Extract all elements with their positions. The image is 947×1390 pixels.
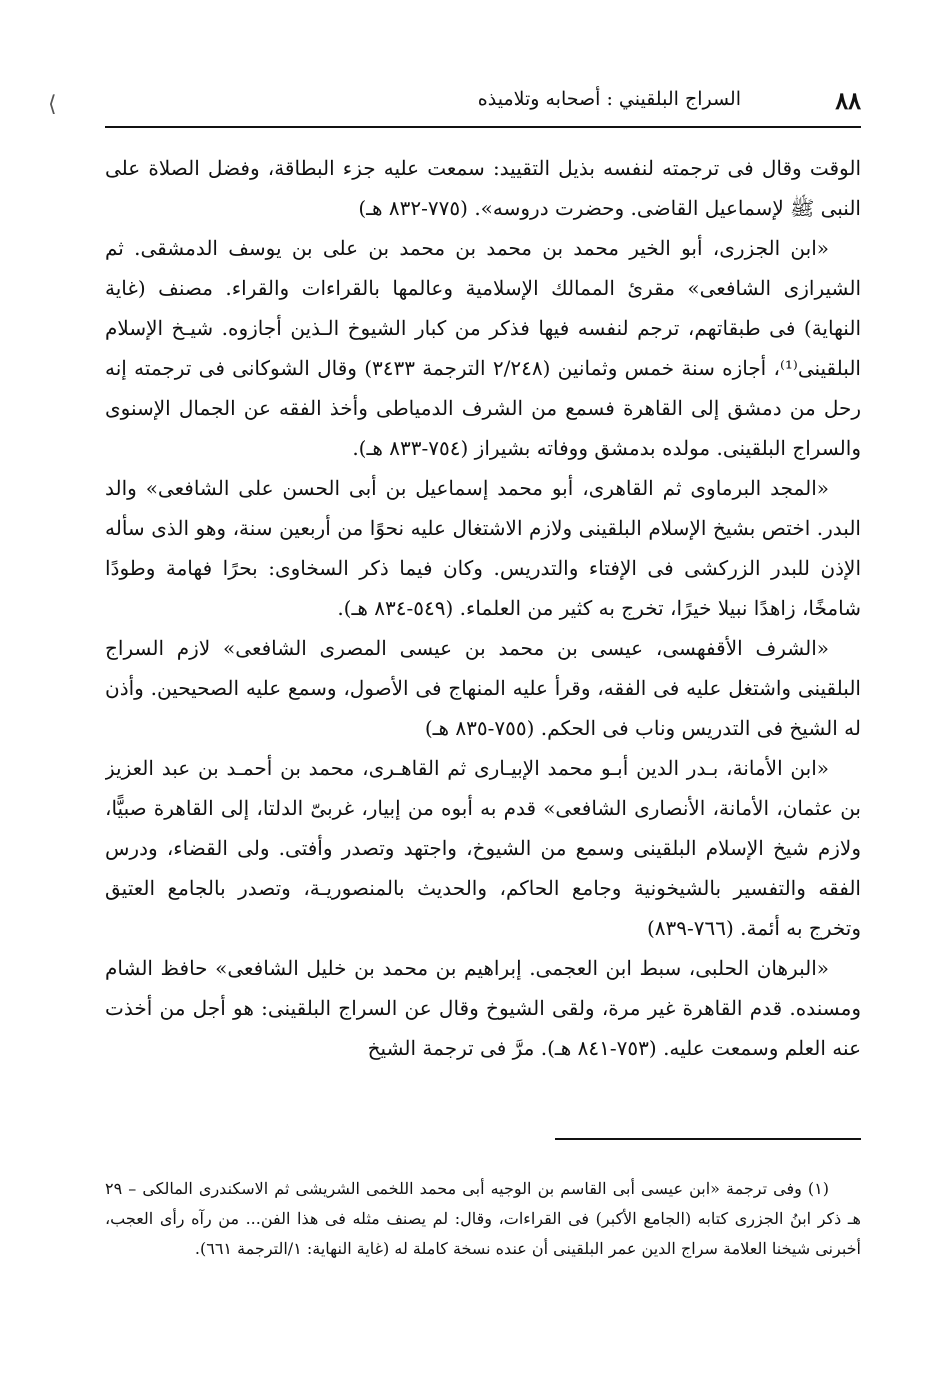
page-header (105, 86, 861, 126)
paragraph: «ابن الجزرى، أبو الخير محمد بن محمد بن محمد بن على بن يوسف الدمشقى. ثم الشيرازى الشافعى» مقرئ الممالك الإسلامية وعالمها بالقراءات والقراء. مصنف (غاية النهاية) فى طبقاتهم، ترجم لنفسه فيها فذكر من كبار الشيوخ الـذين أجازوه. شيـخ الإسلام البلقينى⁽¹⁾، أجازه سنة خمس وثمانين (٢/٢٤٨ الترجمة ٣٤٣٣) وقال الشوكانى فى ترجمته إنه رحل من دمشق إلى القاهرة فسمع من الشرف الدمياطى وأخذ الفقه عن الجمال الإسنوى والسراج البلقينى. مولده بدمشق ووفاته بشيراز (٧٥٤-٨٣٣ هـ). (105, 236, 861, 460)
paragraph: الوقت وقال فى ترجمته لنفسه بذيل التقييد: سمعت عليه جزء البطاقة، وفضل الصلاة على النبى ﷺ لإسماعيل القاضى. وحضرت دروسه». (٧٧٥-٨٣٢ هـ) (105, 156, 861, 220)
footnote: (١) وفى ترجمة «ابن عيسى أبى القاسم بن الوجيه أبى محمد اللخمى الشريشى ثم الاسكندرى المالكى – ٢٩ هـ ذكر ابنُ الجزرى كتابه (الجامع الأكبر) فى القراءات، وقال: لم يصنف مثله فى هذا الفن... من رآه رأى العجب، أخبرنى شيخنا العلامة سراج الدين عمر البلقينى أن عنده نسخة كاملة له (غاية النهاية: ١/الترجمة ٦٦١). (105, 1179, 861, 1258)
page-number: ٨٨ (835, 86, 861, 115)
paragraph: «ابن الأمانة، بـدر الدين أبـو محمد الإبيـارى ثم القاهـرى، محمد بن أحمـد بن عبد العزيز بن عثمان، الأمانة، الأنصارى الشافعى» قدم به أبوه من إبيار، غربىّ الدلتا، إلى القاهرة صبيًّا، ولازم شيخ الإسلام البلقينى وسمع من الشيوخ، واجتهد وتصدر وأفتى. ولى القضاء، ودرس الفقه والتفسير بالشيخونية وجامع الحاكم، والحديث بالمنصوريـة، وتصدر بالجامع العتيق وتخرج به أئمة. (٧٦٦-٨٣٩) (105, 756, 861, 940)
footnote-divider (555, 1138, 861, 1140)
running-title: السراج البلقيني : أصحابه وتلاميذه (477, 88, 741, 110)
paragraph: «الشرف الأقفهسى، عيسى بن محمد بن عيسى المصرى الشافعى» لازم السراج البلقينى واشتغل عليه فى الفقه، وقرأ عليه المنهاج فى الأصول، وسمع عليه الصحيحين. وأذن له الشيخ فى التدريس وناب فى الحكم. (٧٥٥-٨٣٥ هـ) (105, 636, 861, 740)
paragraph: «البرهان الحلبى، سبط ابن العجمى. إبراهيم بن محمد بن خليل الشافعى» حافظ الشام ومسنده. قدم القاهرة غير مرة، ولقى الشيوخ وقال عن السراج البلقينى: هو أجل من أخذت عنه العلم وسمعت عليه. (٧٥٣-٨٤١ هـ). مرَّ فى ترجمة الشيخ (105, 956, 861, 1060)
margin-bracket-icon: ⟨ (48, 92, 57, 117)
body-text (105, 148, 861, 1123)
paragraph: «المجد البرماوى ثم القاهرى، أبو محمد إسماعيل بن أبى الحسن على الشافعى» والد البدر. اختص بشيخ الإسلام البلقينى ولازم الاشتغال عليه نحوًا من أربعين سنة، وهو الذى سأله الإذن للبدر الزركشى فى الإفتاء والتدريس. وكان فيما ذكر السخاوى: بحرًا فهامة وطودًا شامخًا، زاهدًا نبيلا خيرًا، تخرج به كثير من العلماء. (٥٤٩-٨٣٤ هـ). (105, 476, 861, 620)
header-divider (105, 126, 861, 128)
